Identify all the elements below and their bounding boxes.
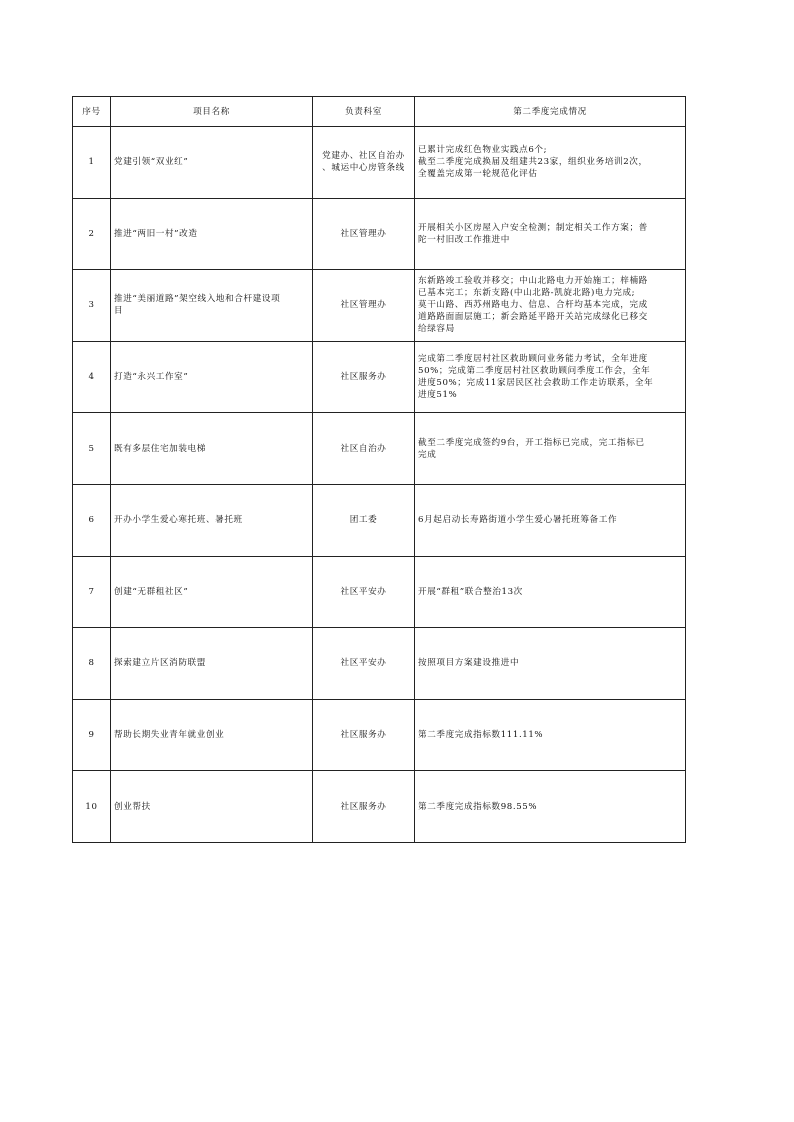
department: 社区管理办 xyxy=(313,270,415,342)
table-row xyxy=(73,771,686,843)
q2-status: 截至二季度完成签约9台，开工指标已完成，完工指标已 完成 xyxy=(415,413,686,485)
department: 团工委 xyxy=(313,484,415,556)
department: 社区自治办 xyxy=(313,413,415,485)
department: 党建办、社区自治办 、城运中心房管条线 xyxy=(313,127,415,199)
department: 社区平安办 xyxy=(313,556,415,628)
q2-status: 已累计完成红色物业实践点6个; 截至二季度完成换届及组建共23家，组织业务培训2次， 全覆盖完成第一轮规范化评估 xyxy=(415,127,686,199)
project-name: 既有多层住宅加装电梯 xyxy=(111,413,313,485)
row-number: 4 xyxy=(73,341,111,413)
department: 社区平安办 xyxy=(313,628,415,700)
table-row xyxy=(73,628,686,700)
project-name: 推进“美丽道路”架空线入地和合杆建设项 目 xyxy=(111,270,313,342)
row-number: 7 xyxy=(73,556,111,628)
table-row xyxy=(73,341,686,413)
table-header-row xyxy=(73,97,686,127)
project-name: 推进“两旧一村”改造 xyxy=(111,198,313,270)
q2-status: 第二季度完成指标数98.55% xyxy=(415,771,686,843)
department: 社区服务办 xyxy=(313,771,415,843)
row-number: 3 xyxy=(73,270,111,342)
project-progress-table xyxy=(72,96,686,843)
header-department: 负责科室 xyxy=(313,97,415,127)
q2-status: 第二季度完成指标数111.11% xyxy=(415,699,686,771)
department: 社区服务办 xyxy=(313,699,415,771)
row-number: 5 xyxy=(73,413,111,485)
q2-status: 6月起启动长寿路街道小学生爱心暑托班筹备工作 xyxy=(415,484,686,556)
table-row xyxy=(73,556,686,628)
header-no: 序号 xyxy=(73,97,111,127)
project-name: 帮助长期失业青年就业创业 xyxy=(111,699,313,771)
table-row xyxy=(73,270,686,342)
q2-status: 完成第二季度居村社区救助顾问业务能力考试，全年进度 50%；完成第二季度居村社区救助顾问季度工作会，全年 进度50%；完成11家居民区社会救助工作走访联系，全年 进度51% xyxy=(415,341,686,413)
row-number: 9 xyxy=(73,699,111,771)
q2-status: 开展相关小区房屋入户安全检测；制定相关工作方案；普 陀一村旧改工作推进中 xyxy=(415,198,686,270)
row-number: 6 xyxy=(73,484,111,556)
q2-status: 东新路竣工验收并移交；中山北路电力开始施工；梓楠路 已基本完工；东新支路(中山北路-凯旋北路)电力完成; 莫干山路、西苏州路电力、信息、合杆均基本完成，完成 道路路面面层施工；新会路延平路开关站完成绿化已移交 给绿容局 xyxy=(415,270,686,342)
department: 社区管理办 xyxy=(313,198,415,270)
row-number: 10 xyxy=(73,771,111,843)
project-name: 党建引领“双业红” xyxy=(111,127,313,199)
row-number: 8 xyxy=(73,628,111,700)
row-number: 2 xyxy=(73,198,111,270)
table-row xyxy=(73,127,686,199)
row-number: 1 xyxy=(73,127,111,199)
project-name: 探索建立片区消防联盟 xyxy=(111,628,313,700)
table-row xyxy=(73,699,686,771)
q2-status: 开展“群租”联合整治13次 xyxy=(415,556,686,628)
header-q2-status: 第二季度完成情况 xyxy=(415,97,686,127)
project-name: 创业帮扶 xyxy=(111,771,313,843)
q2-status: 按照项目方案建设推进中 xyxy=(415,628,686,700)
project-name: 创建“无群租社区” xyxy=(111,556,313,628)
table-row xyxy=(73,413,686,485)
department: 社区服务办 xyxy=(313,341,415,413)
project-name: 打造“永兴工作室” xyxy=(111,341,313,413)
table-row xyxy=(73,484,686,556)
table-row xyxy=(73,198,686,270)
header-project-name: 项目名称 xyxy=(111,97,313,127)
project-name: 开办小学生爱心寒托班、暑托班 xyxy=(111,484,313,556)
